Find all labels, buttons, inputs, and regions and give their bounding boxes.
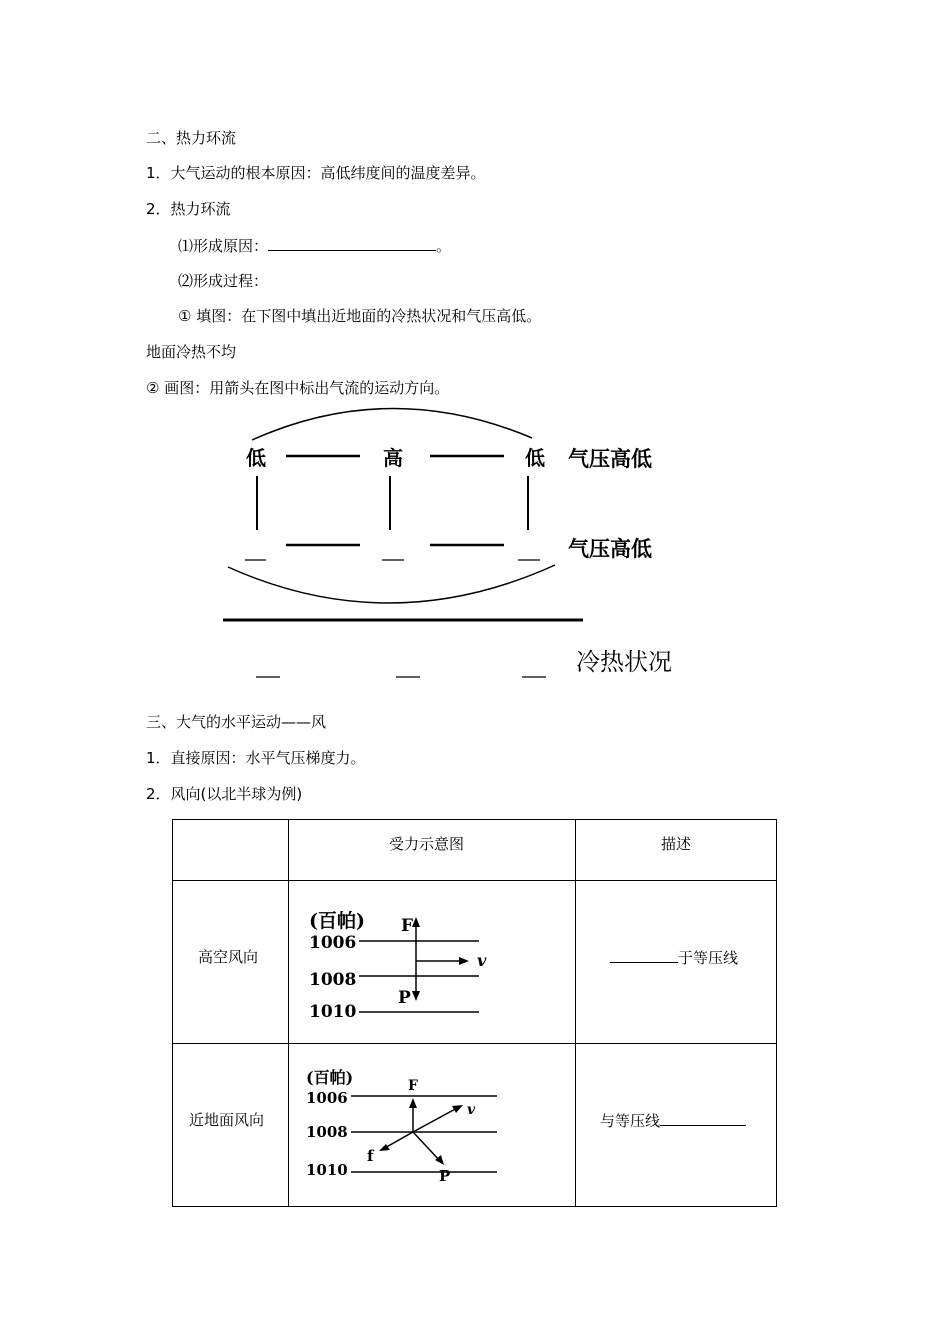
unit-label: (百帕) — [306, 1068, 354, 1087]
header-force-cell — [289, 820, 576, 881]
formation-cause-suffix: 。 — [436, 237, 452, 255]
unit-label: (百帕) — [309, 910, 365, 932]
isobar-label-1006: 1006 — [306, 1089, 348, 1107]
formation-cause-label: ⑴形成原因： — [178, 237, 269, 255]
velocity-label: v — [477, 951, 487, 970]
table-row — [173, 881, 777, 1044]
row1-label-cell — [173, 881, 289, 1044]
row2-diagram-cell — [289, 1044, 576, 1207]
table-header-row — [173, 820, 777, 881]
row2-label-cell — [173, 1044, 289, 1207]
row2-desc — [600, 1110, 746, 1131]
force-p-arrowhead — [412, 991, 420, 1001]
header-force: 受力示意图 — [389, 835, 465, 853]
friction-arrowhead — [379, 1144, 390, 1151]
isobar-label-1006: 1006 — [309, 933, 357, 953]
upper-mid-pressure: 高 — [383, 446, 403, 470]
note-uneven-heating: 地面冷热不均 — [146, 343, 237, 361]
velocity-arrowhead — [459, 957, 469, 965]
section-heading-thermal-circulation: 二、热力环流 — [146, 129, 237, 147]
formation-process-label: ⑵形成过程： — [178, 272, 269, 290]
header-empty-cell — [173, 820, 289, 881]
row1-desc — [610, 947, 738, 968]
velocity-arrow — [413, 1107, 459, 1132]
header-desc-cell — [576, 820, 777, 881]
item-wind-direction: 2．风向(以北半球为例) — [146, 785, 303, 803]
friction-label: f — [367, 1147, 374, 1165]
force-f-arrowhead — [412, 917, 420, 927]
upper-left-pressure: 低 — [246, 446, 266, 470]
row2-label: 近地面风向 — [189, 1111, 265, 1129]
row1-desc-text: 于等压线 — [678, 949, 739, 967]
force-p-label: P — [398, 988, 411, 1008]
force-f-label: F — [401, 916, 414, 936]
velocity-arrowhead — [452, 1105, 463, 1113]
item-root-cause: 1．大气运动的根本原因：高低纬度间的温度差异。 — [146, 164, 486, 182]
surface-wind-force-diagram — [289, 1044, 575, 1206]
velocity-label: v — [467, 1102, 476, 1118]
isobar-label-1010: 1010 — [306, 1161, 348, 1179]
isobar-label-1008: 1008 — [309, 970, 357, 990]
lower-arc — [228, 565, 555, 603]
row2-desc-cell — [576, 1044, 777, 1207]
table-row — [173, 1044, 777, 1207]
upper-pressure-label: 气压高低 — [568, 446, 652, 471]
task-draw-arrows: ② 画图：用箭头在图中标出气流的运动方向。 — [146, 379, 450, 397]
force-p-label: P — [439, 1167, 451, 1185]
row2-answer-blank[interactable] — [660, 1110, 746, 1126]
item-thermal-circulation: 2．热力环流 — [146, 200, 231, 218]
upper-wind-force-diagram — [289, 881, 575, 1043]
isobar-label-1008: 1008 — [306, 1123, 348, 1141]
row1-desc-cell — [576, 881, 777, 1044]
upper-right-pressure: 低 — [525, 446, 545, 470]
section-heading-wind: 三、大气的水平运动——风 — [146, 713, 327, 731]
lower-pressure-label: 气压高低 — [568, 536, 652, 561]
task-fill-diagram: ① 填图：在下图中填出近地面的冷热状况和气压高低。 — [178, 307, 542, 325]
ground-condition-label: 冷热状况 — [576, 648, 672, 676]
row1-label: 高空风向 — [198, 948, 259, 966]
row1-diagram-cell — [289, 881, 576, 1044]
item-direct-cause: 1．直接原因：水平气压梯度力。 — [146, 749, 366, 767]
force-p-arrow — [413, 1132, 441, 1162]
wind-direction-table — [172, 819, 777, 1207]
header-desc: 描述 — [661, 835, 692, 853]
force-f-arrowhead — [409, 1098, 417, 1108]
row2-desc-text: 与等压线 — [600, 1112, 661, 1130]
isobar-label-1010: 1010 — [309, 1002, 357, 1022]
force-f-label: F — [408, 1078, 418, 1094]
row1-answer-blank[interactable] — [610, 947, 678, 963]
upper-arc — [252, 408, 532, 440]
